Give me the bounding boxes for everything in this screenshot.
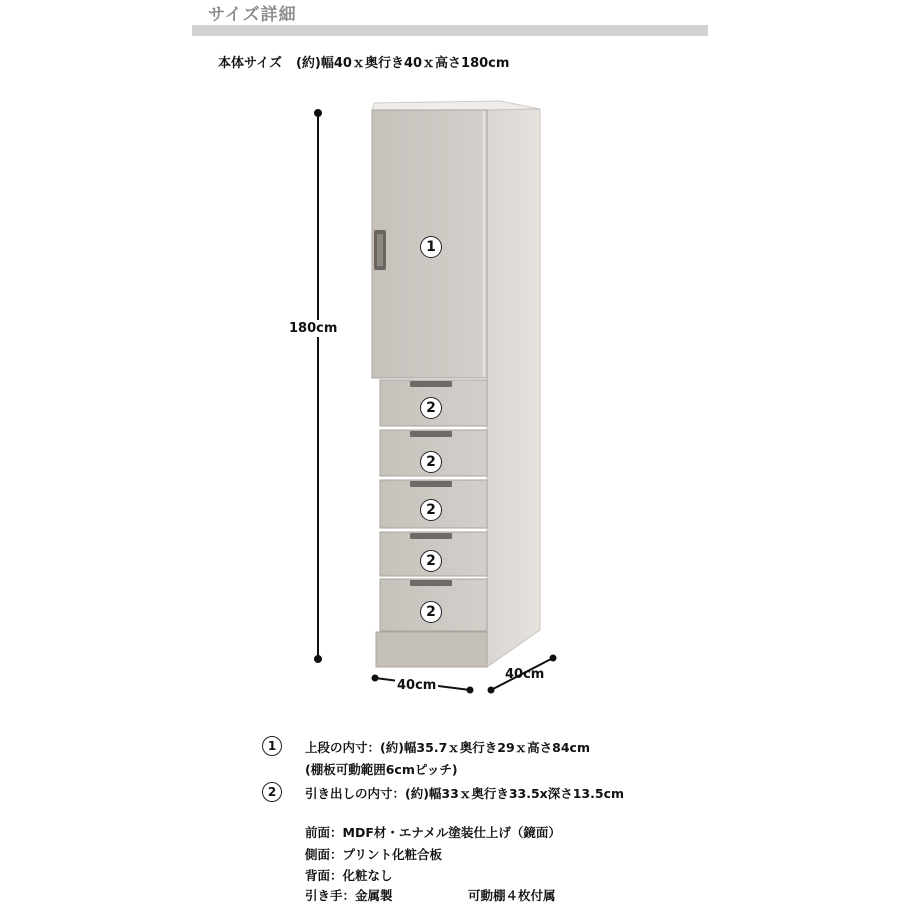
body-size-value: (約)幅40ｘ奥行き40ｘ高さ180cm xyxy=(295,56,510,71)
callout-2: 2 xyxy=(420,397,442,419)
material-side: 側面：プリント化粧合板 xyxy=(305,847,443,862)
cabinet-side xyxy=(487,109,540,667)
width-label: 40cm xyxy=(397,678,437,693)
spec-drawer-line1: 引き出しの内寸：(約)幅33ｘ奥行き33.5x深さ13.5cm xyxy=(305,786,625,801)
body-size-label: 本体サイズ xyxy=(218,56,282,71)
callout-1: 1 xyxy=(420,236,442,258)
material-front: 前面：MDF材・エナメル塗装仕上げ（鏡面） xyxy=(305,825,561,840)
callout-2: 2 xyxy=(420,451,442,473)
callout-2: 2 xyxy=(420,550,442,572)
cabinet-base xyxy=(376,632,487,667)
depth-label: 40cm xyxy=(505,667,545,682)
material-shelves: 可動棚４枚付属 xyxy=(468,888,556,903)
callout-2: 2 xyxy=(420,499,442,521)
height-label: 180cm xyxy=(289,321,338,336)
material-back: 背面：化粧なし xyxy=(305,868,393,883)
section-title: サイズ詳細 xyxy=(208,5,297,25)
spec-upper-line2: (棚板可動範囲6cmピッチ) xyxy=(305,762,458,777)
spec-marker-2: 2 xyxy=(262,782,282,802)
material-handle: 引き手：金属製 xyxy=(305,888,393,903)
spec-upper-line1: 上段の内寸：(約)幅35.7ｘ奥行き29ｘ高さ84cm xyxy=(305,740,590,755)
callout-2: 2 xyxy=(420,601,442,623)
spec-marker-1: 1 xyxy=(262,736,282,756)
